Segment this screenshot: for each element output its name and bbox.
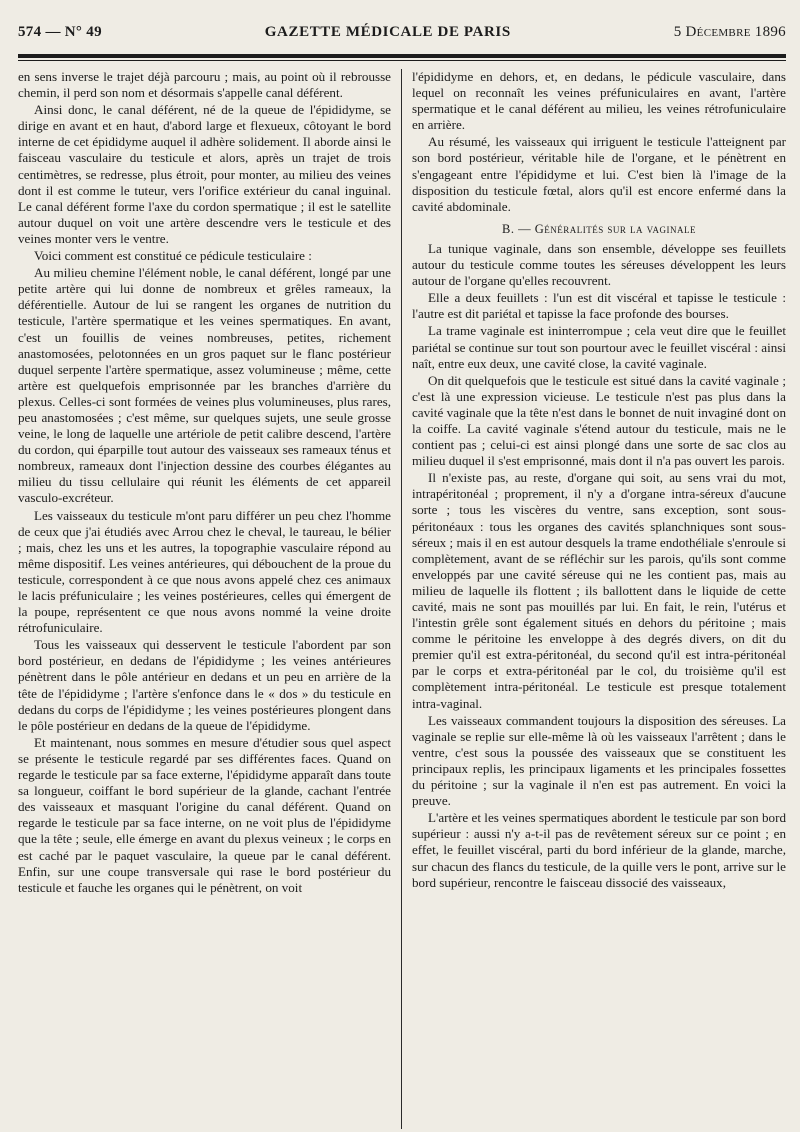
- paragraph: Et maintenant, nous sommes en mesure d'étudier sous quel aspect se présente le testicule regardé par ses différentes faces. Quand on regarde le testicule par sa face externe, l'épididyme apparaît dans toute sa longueur, coiffant le bord supérieur de la glande, cachant l'entrée des vaisseaux et masquant l'origine du canal déférent. Quand on regarde le testicule par sa face interne, on ne voit plus de l'épididyme que la tête ; seule, elle émerge en avant du plexus veineux ; le corps en est caché par le paquet vasculaire, la queue par le canal déférent. Enfin, sur une coupe transversale qui rase le bord postérieur du testicule et fauche les organes qui le pénètrent, on voit: [18, 734, 391, 895]
- section-subheading: B. — Généralités sur la vaginale: [502, 221, 696, 236]
- paragraph: en sens inverse le trajet déjà parcouru ; mais, au point où il rebrousse chemin, il perd son nom et désormais s'appelle canal déférent.: [18, 69, 391, 101]
- paragraph: La trame vaginale est ininterrompue ; cela veut dire que le feuillet pariétal se continue sur tout son pourtour avec le feuillet viscéral : ainsi naît, entre eux deux, une cavité close, la cavité vaginale.: [412, 323, 786, 371]
- paragraph: Tous les vaisseaux qui desservent le testicule l'abordent par son bord postérieur, en dedans de l'épididyme ; les veines antérieures pénètrent dans le pôle antérieur en dedans et un peu en arrière de la tête de l'épididyme ; l'artère s'enfonce dans le « dos » du testicule en dedans du corps de l'épididyme ; les veines postérieures plongent dans le pôle postérieur en dedans de la queue de l'épididyme.: [18, 637, 391, 733]
- paragraph: Voici comment est constitué ce pédicule testiculaire :: [34, 248, 312, 264]
- paragraph: On dit quelquefois que le testicule est situé dans la cavité vaginale ; c'est là une expression vicieuse. Le testicule n'est pas plus dans la cavité vaginale que la tête n'est dans le bonnet de nuit invaginé dont on la coiffe. La cavité vaginale s'étend autour du testicule, mais ne le contient pas ; celui-ci est ainsi plongé dans une sorte de sac clos au milieu duquel il s'est emprisonné, mais dont il n'a pas ouvert les parois.: [412, 372, 786, 469]
- paragraph: La tunique vaginale, dans son ensemble, développe ses feuillets autour du testicule comme toutes les séreuses développent les leurs autour de l'organe qu'elles recouvrent.: [412, 240, 786, 289]
- paragraph: Les vaisseaux commandent toujours la disposition des séreuses. La vaginale se replie sur elle-même là où les vaisseaux l'arrêtent ; dans le ventre, c'est sous la poussée des vaisseaux que se constituent les principaux replis, les principaux ligaments et les principales fossettes du péritoine ; sur la vaginale il n'en est pas autrement. En voici la preuve.: [412, 712, 786, 809]
- right-column: [402, 69, 786, 1129]
- paragraph: Elle a deux feuillets : l'un est dit viscéral et tapisse le testicule : l'autre est dit pariétal et tapisse la face profonde des bourses.: [412, 290, 786, 322]
- header-rule: [18, 54, 786, 58]
- paragraph: l'épididyme en dehors, et, en dedans, le pédicule vasculaire, dans lequel on reconnaît les veines préfuniculaires en avant, l'artère spermatique et le canal déférent au milieu, les veines rétrofuniculaire en arrière.: [412, 69, 786, 133]
- text-columns: [18, 69, 786, 1129]
- paragraph: L'artère et les veines spermatiques abordent le testicule par son bord supérieur : aussi n'y a-t-il pas de revêtement séreux sur ce point ; en effet, le feuillet viscéral, parti du bord inférieur de la glande, marche, sur chacun des flancs du testicule, de la quille vers le pont, arrive sur le bord supérieur, rencontre le faisceau dissocié des vaisseaux,: [412, 810, 786, 890]
- page-header: [18, 24, 786, 46]
- paragraph: Au résumé, les vaisseaux qui irriguent le testicule l'atteignent par son bord postérieur, véritable hile de l'organe, et le pénètrent en s'engageant entre l'épididyme et lui. C'est bien là l'image de la disposition du testicule fœtal, alors qu'il est encore enfermé dans la cavité abdominale.: [412, 134, 786, 214]
- page-number: 574 — N° 49: [18, 24, 102, 40]
- left-column: [18, 69, 402, 1129]
- publication-title: GAZETTE MÉDICALE DE PARIS: [264, 24, 511, 40]
- paragraph: Les vaisseaux du testicule m'ont paru différer un peu chez l'homme de ceux que j'ai étudiés avec Arrou chez le cheval, le taureau, le bélier ; mais, chez les uns et les autres, la topographie vasculaire répond au même dispositif. Les veines antérieures, qui débouchent de la proue du testicule, correspondent à ce que nous avons appelé chez ces animaux le lacis préfuniculaire ; les veines postérieures, celles qui émergent de la poupe, représentent ce que nous avons nommé la veine droite rétrofuniculaire.: [18, 507, 391, 636]
- paragraph: Au milieu chemine l'élément noble, le canal déférent, longé par une petite artère qui lui donne de nombreux et grêles rameaux, la déférentielle. Autour de lui se rangent les organes de nutrition du testicule, l'artère spermatique et les veines spermatiques. En avant, c'est un fouillis de veines nombreuses, petites, richement anastomosées, pelotonnées en un gros paquet sur le flanc postérieur duquel serpente l'artère spermatique, assez volumineuse ; même, cette artère est quelquefois emprisonnée par les branches d'arrière du plexus. Celles-ci sont formées de veines plus volumineuses, plus rares, peu anastomosées ; c'est même, sur quelques sujets, une seule grosse veine, le long de laquelle une artériole de petit calibre descend, l'artère du cordon, qui éparpille tout autour des vaisseaux ses rameaux ténus et nombreux, rameaux dont l'injection dessine des courbes élégantes au milieu du tissu cellulaire qui réunit les éléments de cet appareil vasculo-excréteur.: [18, 265, 391, 506]
- header-rule-thin: [18, 60, 786, 61]
- paragraph: Ainsi donc, le canal déférent, né de la queue de l'épididyme, se dirige en avant et en haut, d'abord large et flexueux, côtoyant le bord interne de cet épididyme auquel il adhère solidement. Il aborde ainsi le faisceau vasculaire du testicule et alors, après un trajet de trois centimètres, se redresse, plus étroit, pour monter, au milieu des veines dont il est comme le tuteur, vers l'orifice extérieur du canal inguinal. Le canal déférent forme l'axe du cordon spermatique ; il est le satellite autour duquel on voit une artère descendre vers le testicule et des veines monter vers le ventre.: [18, 102, 391, 246]
- paragraph: Il n'existe pas, au reste, d'organe qui soit, au sens vrai du mot, intrapéritonéal ; proprement, il n'y a d'organe intra-séreux d'aucune sorte ; tous les viscères du ventre, sans exception, sont sous-péritonéaux : tous les organes des cavités splanchniques sont sous-séreux ; mais il en est autour desquels la trame endothéliale s'enroule si complètement, avant de se réfléchir sur les parois, qu'ils sont comme enveloppés par une cavité séreuse qui ne les contient pas, mais au milieu de laquelle ils flottent ; ils ballottent dans le liquide de cette cavité, mais ne sont pas mouillés par lui. En fait, le rein, l'utérus et l'intestin grêle sont également situés en dehors du péritoine ; mais comme le péritoine les enveloppe à des degrés divers, on dit du premier qu'il est extra-péritonéal, du second qu'il est intra-péritonéal par le corps et extra-péritonéal par le col, du troisième qu'il est complètement intra-péritonéal. Le testicule est presque totalement intra-vaginal.: [412, 470, 786, 711]
- issue-date: 5 Décembre 1896: [673, 24, 786, 40]
